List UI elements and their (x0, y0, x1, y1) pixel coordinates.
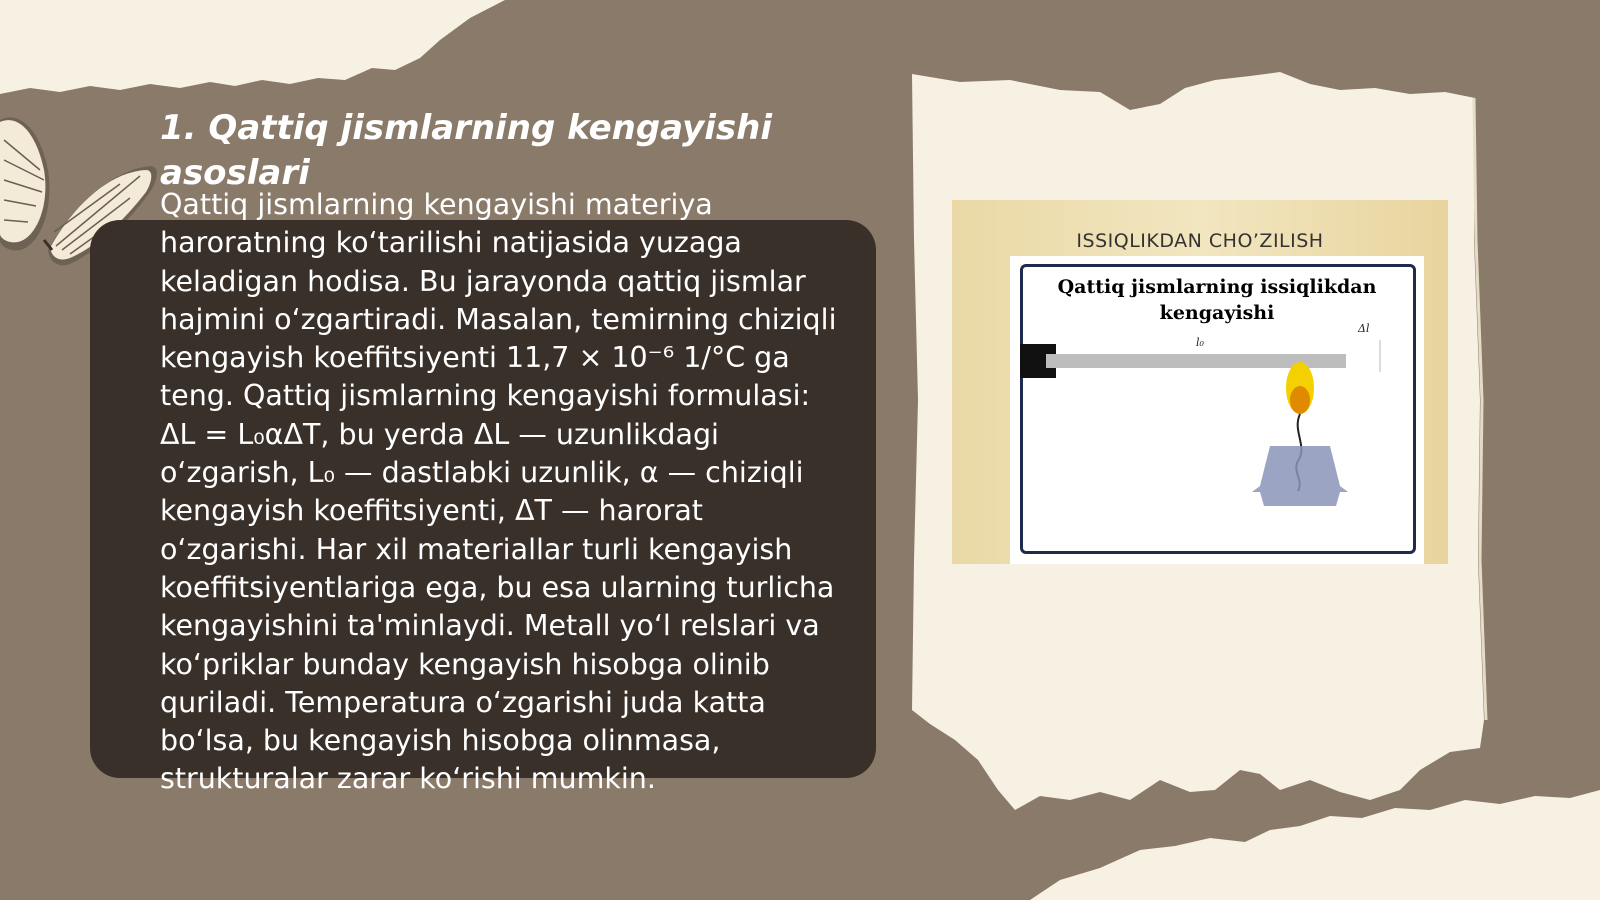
slide-title: 1. Qattiq jismlarning kengayishi asoslari (160, 108, 772, 193)
torn-paper-bottom-right (1030, 790, 1600, 900)
label-delta-l: Δl (1358, 322, 1370, 335)
expansion-figure (952, 200, 1448, 564)
figure-panel (1010, 256, 1424, 564)
slide-body-text: Qattiq jismlarning kengayishi materiya haroratning ko‘tarilishi natijasida yuzaga keladigan hodisa. Bu jarayonda qattiq jismlar hajmini o‘zgartiradi. Masalan, temirning chiziqli kengayish koeffitsiyenti 11,7 × 10⁻⁶ 1/°C ga teng. Qattiq jismlarning kengayishi formulasi: ΔL = L₀αΔT, bu yerda ΔL — uzunlikdagi o‘zgarish, L₀ — dastlabki uzunlik, α — chiziqli kengayish koeffitsiyenti, ΔT — harorat o‘zgarishi. Har xil materiallar turli kengayish koeffitsiyentlariga ega, bu esa ularning turlicha kengayishini ta'minlaydi. Metall yo‘l relslari va ko‘priklar bunday kengayish hisobga olinib quriladi. Temperatura o‘zgarishi juda katta bo‘lsa, bu kengayish hisobga olinmasa, strukturalar zarar ko‘rishi mumkin. (160, 188, 837, 796)
label-l0: l₀ (1196, 336, 1204, 349)
figure-title: Qattiq jismlarning issiqlikdan kengayishi (1057, 276, 1377, 324)
figure-apparatus (1010, 256, 1424, 564)
burner-icon (1252, 446, 1348, 506)
figure-header: ISSIQLIKDAN CHO’ZILISH (1076, 230, 1324, 252)
